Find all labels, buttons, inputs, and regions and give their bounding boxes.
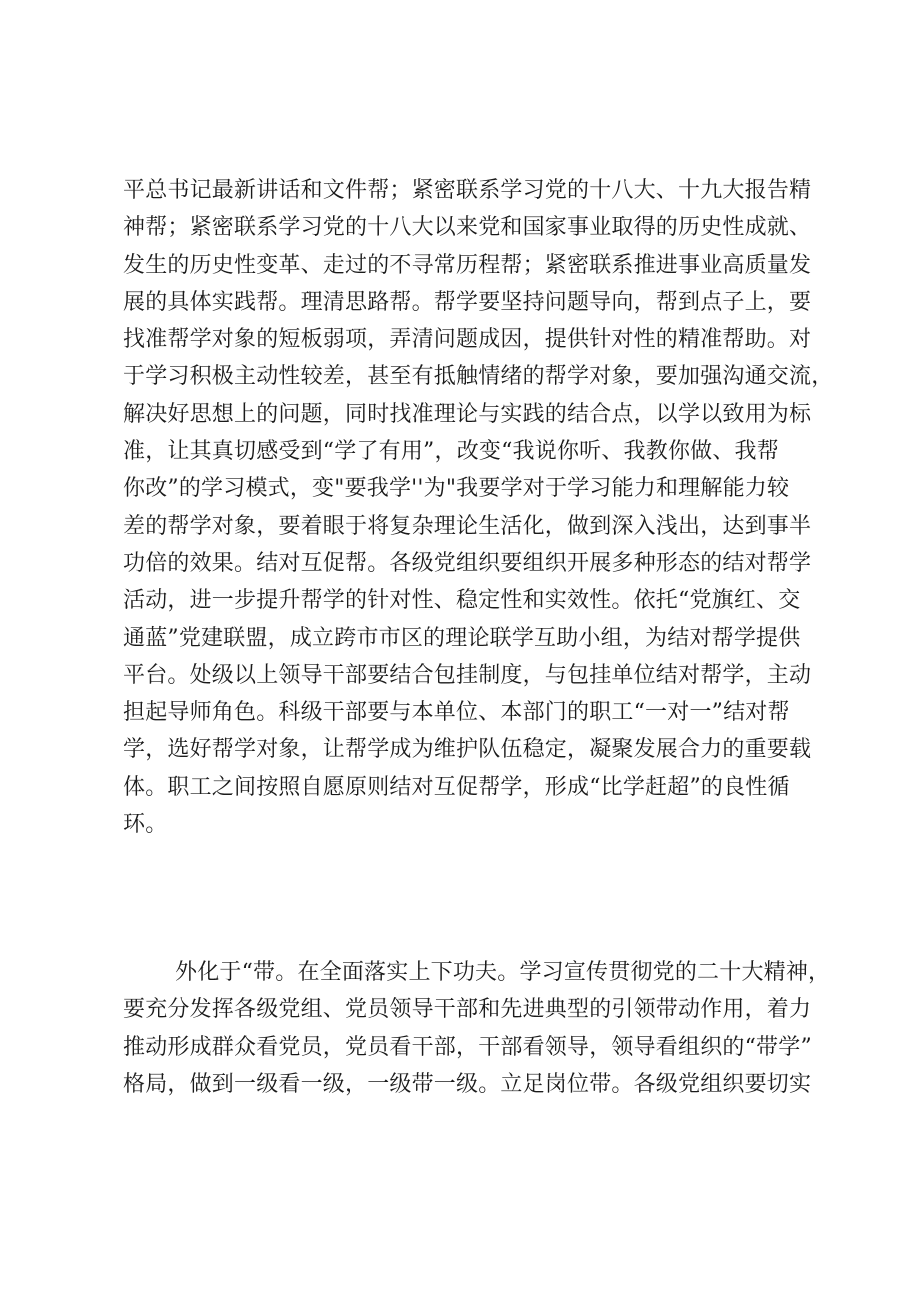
paragraph-1-line: 环。 <box>123 812 168 838</box>
paragraph-1-line: 解决好思想上的问题，同时找准理论与实践的结合点，以学以致用为标 <box>123 401 812 427</box>
paragraph-1-line: 准，让其真切感受到“学了有用”，改变“我说你听、我教你做、我帮 <box>123 439 779 465</box>
paragraph-2-line: 外化于“带。在全面落实上下功夫。学习宣传贯彻党的二十大精神， <box>175 960 831 985</box>
paragraph-1-line: 差的帮学对象，要着眼于将复杂理论生活化，做到深入浅出，达到事半 <box>123 513 812 539</box>
paragraph-1-line: 神帮；紧密联系学习党的十八大以来党和国家事业取得的历史性成就、 <box>123 215 812 241</box>
paragraph-1-line: 通蓝”党建联盟，成立跨市市区的理论联学互助小组，为结对帮学提供 <box>123 625 801 651</box>
paragraph-1-line: 担起导师角色。科级干部要与本单位、本部门的职工“一对一”结对帮 <box>123 700 790 726</box>
paragraph-1-line: 找准帮学对象的短板弱项，弄清问题成因，提供针对性的精准帮助。对 <box>123 327 812 353</box>
paragraph-1-line: 于学习积极主动性较差，甚至有抵触情绪的帮学对象，要加强沟通交流， <box>123 364 834 390</box>
paragraph-2-line: 要充分发挥各级党组、党员领导干部和先进典型的引领带动作用，着力 <box>123 997 812 1023</box>
paragraph-2 <box>123 954 831 1103</box>
paragraph-1-line: 平总书记最新讲话和文件帮；紧密联系学习党的十八大、十九大报告精 <box>123 178 812 203</box>
paragraph-1 <box>123 172 834 843</box>
paragraph-2-line: 格局，做到一级看一级，一级带一级。立足岗位带。各级党组织要切实 <box>123 1071 812 1097</box>
paragraph-1-line: 平台。处级以上领导干部要结合包挂制度，与包挂单位结对帮学，主动 <box>123 662 812 688</box>
paragraph-1-line: 发生的历史性变革、走过的不寻常历程帮；紧密联系推进事业高质量发 <box>123 252 812 278</box>
paragraph-1-line: 展的具体实践帮。理清思路帮。帮学要坚持问题导向，帮到点子上，要 <box>123 289 812 315</box>
paragraph-2-line: 推动形成群众看党员，党员看干部，干部看领导，领导看组织的“带学” <box>123 1034 812 1060</box>
paragraph-1-line: 学，选好帮学对象，让帮学成为维护队伍稳定，凝聚发展合力的重要载 <box>123 737 812 763</box>
paragraph-1-line: 活动，进一步提升帮学的针对性、稳定性和实效性。依托“党旗红、交 <box>123 588 801 614</box>
paragraph-1-line: 体。职工之间按照自愿原则结对互促帮学，形成“比学赶超”的良性循 <box>123 774 790 800</box>
paragraph-1-line: 你改”的学习模式，变"要我学''为"我要学对于学习能力和理解能力较 <box>123 476 790 502</box>
paragraph-1-line: 功倍的效果。结对互促帮。各级党组织要组织开展多种形态的结对帮学 <box>123 550 812 576</box>
